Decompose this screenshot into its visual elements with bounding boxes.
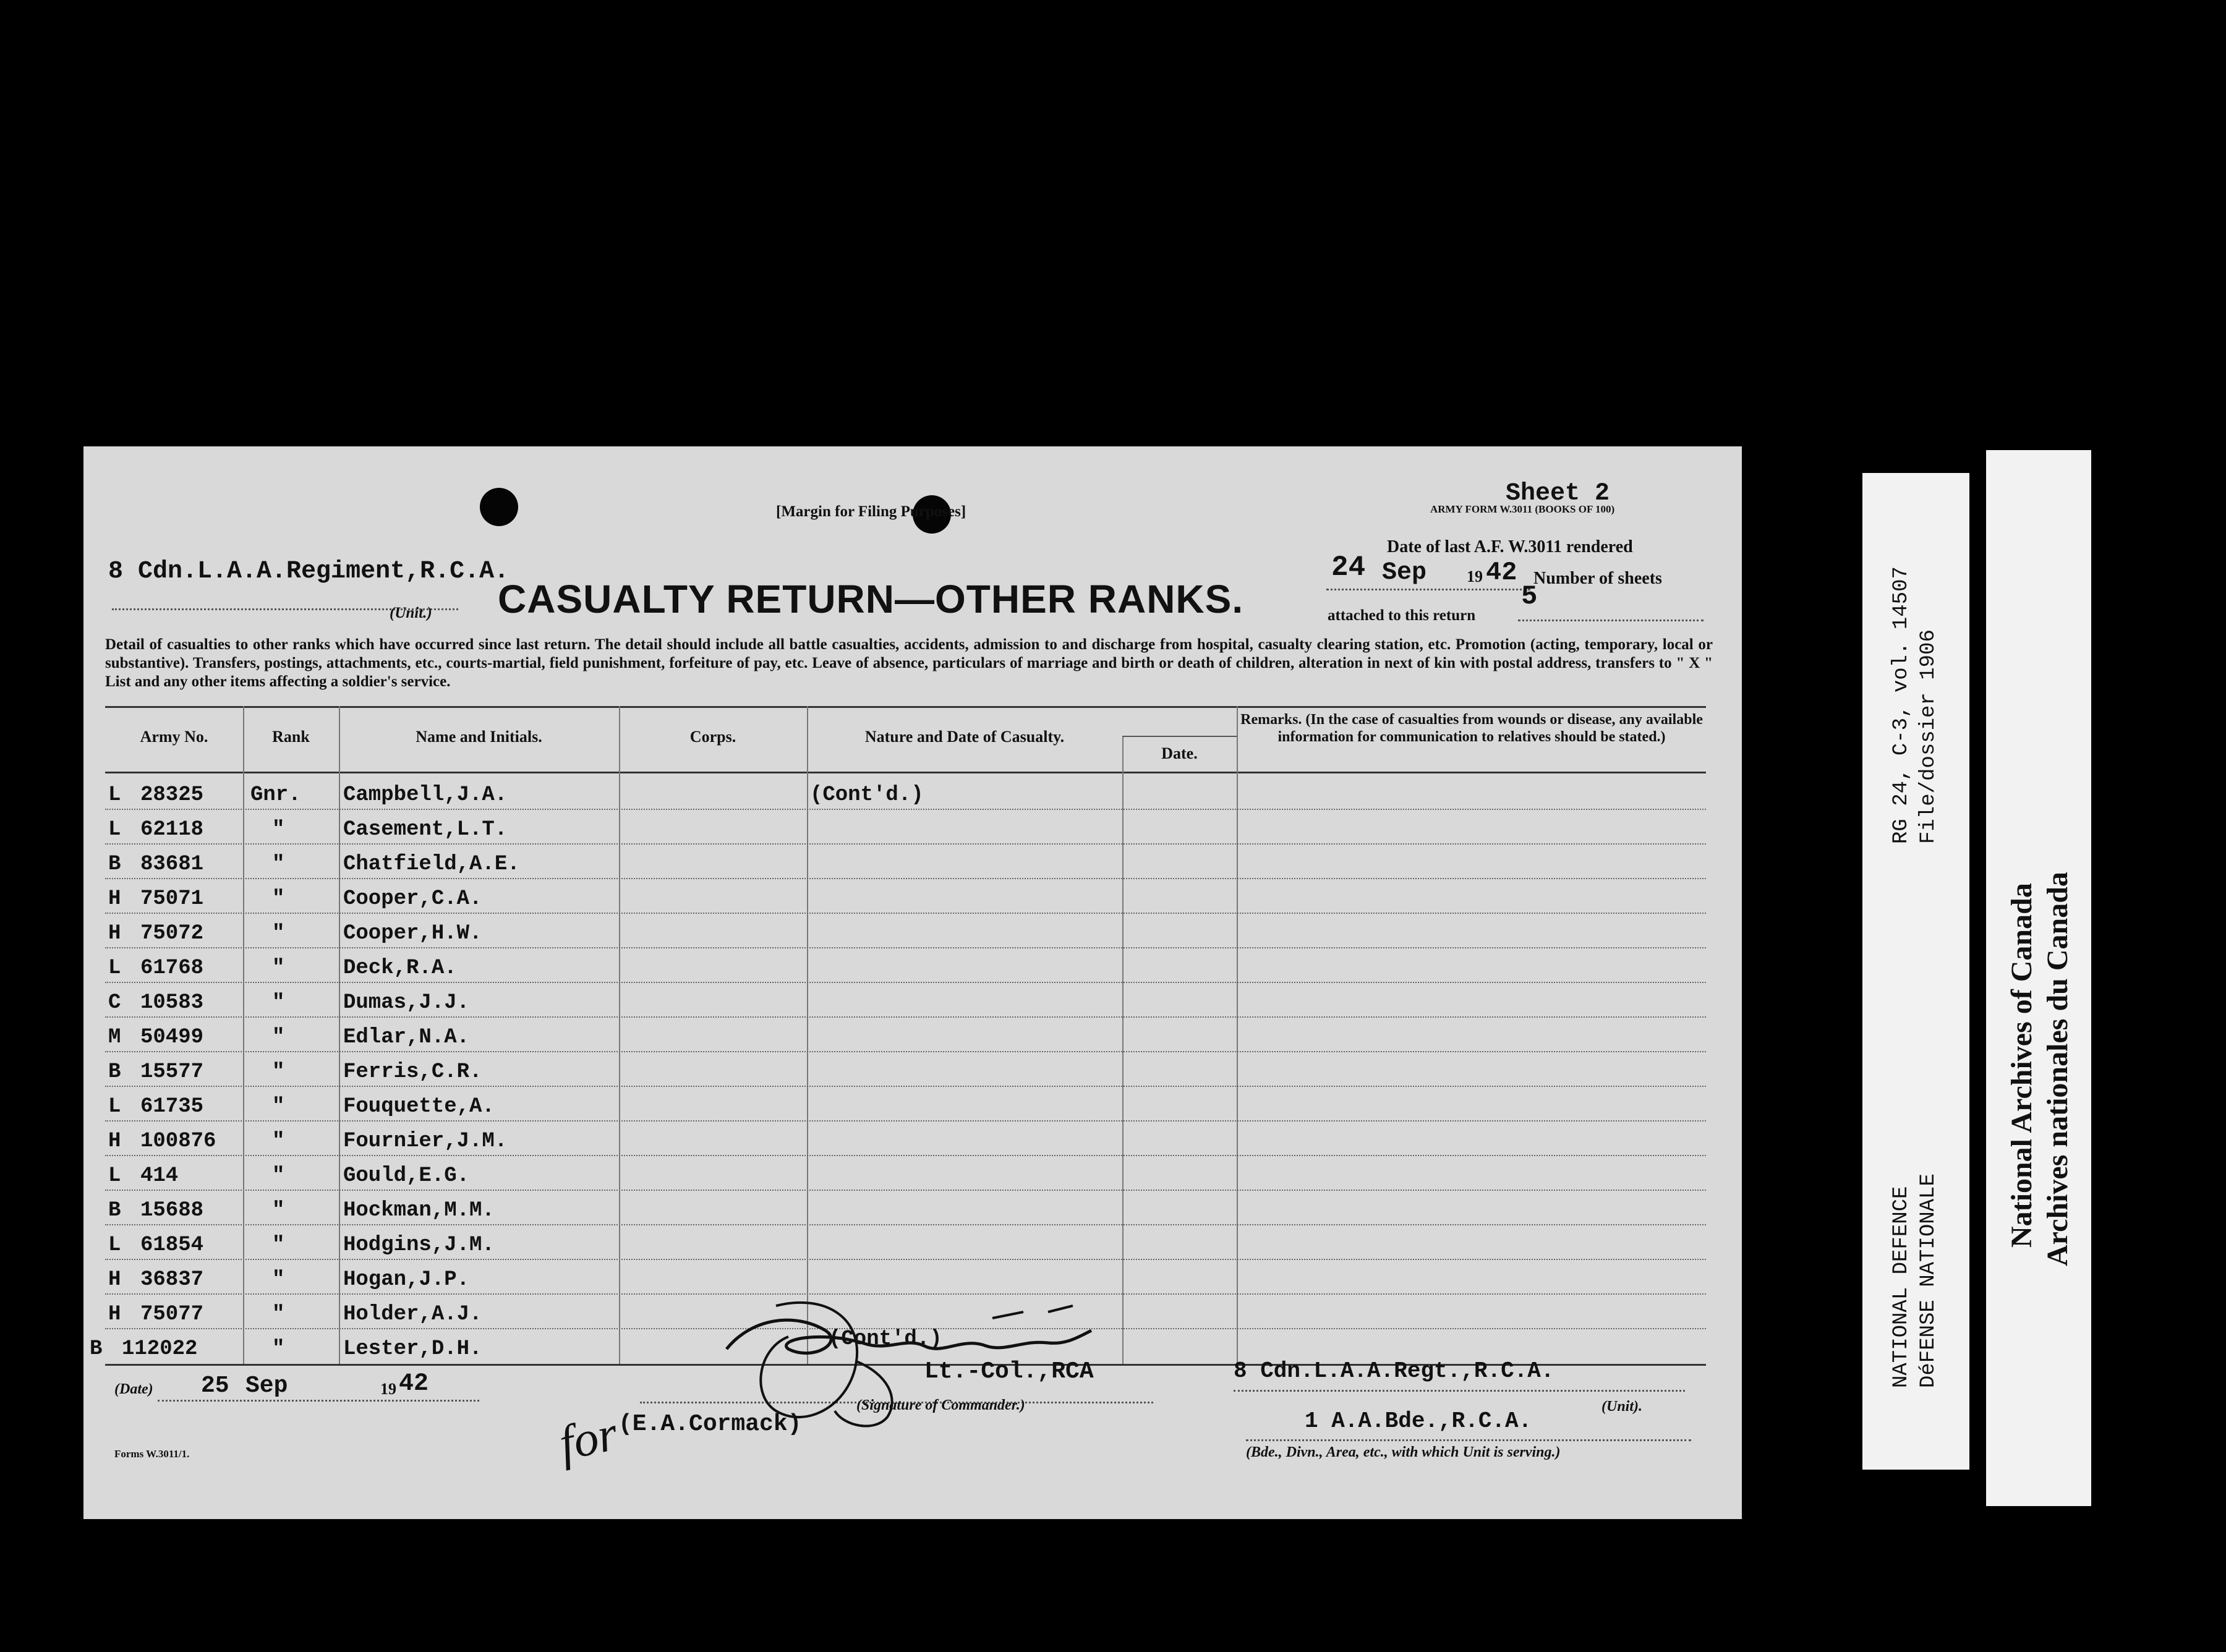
commander-name: (E.A.Cormack) [618,1411,802,1437]
army-no-prefix: M [108,1026,121,1049]
army-no-number: 50499 [140,1026,204,1049]
table-continuation [83,446,1742,1519]
for-handwritten: for [554,1406,623,1471]
header-remarks: Remarks. (In the case of casualties from wounds or disease, any available information for communication to relatives should be stated.) [1240,712,1703,745]
rank: " [272,991,285,1015]
unit-label: (Unit.) [390,605,432,621]
footer-date-day: 25 [201,1373,229,1399]
archive-reference: RG 24, C-3, vol. 14507 [1890,566,1913,844]
army-no-prefix: L [108,1164,121,1188]
name-initials: Fouquette,A. [343,1095,495,1118]
header-army-no: Army No. [140,728,208,746]
army-no-number: 61768 [140,956,204,980]
name-initials: Chatfield,A.E. [343,853,520,876]
name-initials: Fournier,J.M. [343,1130,508,1153]
num-sheets-label: Number of sheets [1533,569,1662,588]
archives-name-en: National Archives of Canada [2005,883,2038,1248]
footer-date-month: Sep [245,1373,288,1399]
form-title: CASUALTY RETURN—OTHER RANKS. [498,577,1244,621]
footer-unit-label: (Unit). [1601,1399,1642,1415]
footer-date-year-prefix: 19 [380,1380,396,1398]
rank: " [272,1164,285,1188]
army-no-prefix: B [108,1060,121,1084]
rank: " [272,1268,285,1292]
detail-instructions: Detail of casualties to other ranks which have occurred since last return. The detail should include all battle casualties, accidents, admission to and discharge from hospital, casualty clearing station, etc. Promotion (acting, temporary, local or substantive). Transfers, postings, attachments, etc., courts-martial, field punishment, forfeiture of pay, etc. Leave of absence, particulars of marriage and birth or death of children, alteration in next of kin with postal address, transfers to " X " List and any other items affecting a soldier's service. [105,636,1713,690]
header-date: Date. [1161,744,1198,762]
rank: " [272,1233,285,1257]
name-initials: Edlar,N.A. [343,1026,470,1049]
header-rank: Rank [272,728,310,746]
army-no-prefix: B [90,1337,103,1361]
footer-date-year-suffix: 42 [399,1370,429,1398]
rank: " [272,1199,285,1222]
signature-label: (Signature of Commander.) [856,1397,1025,1413]
rank: " [272,887,285,911]
rank: " [272,1337,285,1361]
nature-of-casualty: (Cont'd.) [810,783,924,807]
commander-rank: Lt.-Col.,RCA [924,1358,1094,1385]
rank: " [272,1130,285,1153]
footer-unit-dotted-line [1234,1390,1685,1392]
col-divider-6-cont [1237,1182,1238,1364]
footer-bde-label: (Bde., Divn., Area, etc., with which Unit is serving.) [1246,1444,1561,1460]
army-form-code: ARMY FORM W.3011 (BOOKS OF 100) [1430,503,1615,515]
name-initials: Holder,A.J. [343,1303,482,1326]
rank: " [272,922,285,945]
name-initials: Casement,L.T. [343,818,508,841]
footer-unit-value: 8 Cdn.L.A.A.Regt.,R.C.A. [1234,1358,1554,1384]
rank: " [272,1095,285,1118]
date-last-day: 24 [1331,551,1366,584]
header-nature: Nature and Date of Casualty. [864,728,1065,746]
footer-bde-dotted-line [1246,1439,1691,1441]
rank: " [272,956,285,980]
name-initials: Lester,D.H. [343,1337,482,1361]
date-last-year-suffix: 42 [1486,558,1517,587]
col-divider-1-cont [243,1182,244,1364]
archives-name-fr: Archives nationales du Canada [2041,872,2074,1266]
army-no-number: 75077 [140,1303,204,1326]
army-no-prefix: L [108,1095,121,1118]
attached-label: attached to this return [1328,607,1476,624]
archive-name-strip [1986,450,2091,1506]
footer-date-dotted-line [158,1400,479,1402]
rank: " [272,1060,285,1084]
date-last-label: Date of last A.F. W.3011 rendered [1387,537,1633,556]
name-initials: Hodgins,J.M. [343,1233,495,1257]
archive-dept-en: NATIONAL DEFENCE [1890,1186,1913,1388]
margin-note: [Margin for Filing Purposes] [776,503,966,520]
col-divider-5-cont [1122,1182,1124,1364]
footer-date-label: (Date) [114,1381,153,1397]
army-no-number: 75071 [140,887,204,911]
rank: " [272,818,285,841]
row-rule-13 [105,1224,1706,1225]
name-initials: Gould,E.G. [343,1164,470,1188]
army-no-number: 62118 [140,818,204,841]
army-no-number: 100876 [140,1130,216,1153]
army-no-number: 36837 [140,1268,204,1292]
army-no-number: 414 [140,1164,179,1188]
archive-dept-fr: DéFENSE NATIONALE [1917,1173,1940,1388]
army-no-prefix: H [108,1303,121,1326]
archive-reference-strip [1862,473,1969,1470]
commander-signature [702,1293,1098,1436]
army-no-number: 15688 [140,1199,204,1222]
name-initials: Deck,R.A. [343,956,457,980]
army-no-number: 83681 [140,853,204,876]
rank: " [272,853,285,876]
name-initials: Hockman,M.M. [343,1199,495,1222]
rank: " [272,1026,285,1049]
rank: Gnr. [250,783,301,807]
army-no-prefix: L [108,783,121,807]
army-no-number: 61735 [140,1095,204,1118]
name-initials: Cooper,H.W. [343,922,482,945]
army-no-prefix: H [108,922,121,945]
army-no-number: 28325 [140,783,204,807]
name-initials: Dumas,J.J. [343,991,470,1015]
sheet-number: Sheet 2 [1506,480,1610,508]
army-no-number: 75072 [140,922,204,945]
army-no-prefix: L [108,818,121,841]
army-no-number: 112022 [122,1337,198,1361]
name-initials: Hogan,J.P. [343,1268,470,1292]
army-no-number: 61854 [140,1233,204,1257]
forms-code: Forms W.3011/1. [114,1448,190,1460]
name-initials: Campbell,J.A. [343,783,508,807]
army-no-number: 10583 [140,991,204,1015]
col-divider-3-cont [619,1182,620,1364]
army-no-prefix: H [108,1268,121,1292]
army-no-number: 15577 [140,1060,204,1084]
col-divider-2-cont [339,1182,340,1364]
date-last-month: Sep [1382,559,1427,587]
rank: " [272,1303,285,1326]
row-rule-12 [105,1190,1706,1191]
archive-file: File/dossier 1906 [1917,629,1940,844]
name-initials: Cooper,C.A. [343,887,482,911]
header-name: Name and Initials. [416,728,542,746]
army-no-prefix: B [108,853,121,876]
name-initials: Ferris,C.R. [343,1060,482,1084]
header-corps: Corps. [689,728,736,746]
army-no-prefix: B [108,1199,121,1222]
date-last-year-prefix: 19 [1467,568,1483,585]
nature-of-casualty: (Cont'd.) [829,1327,942,1351]
army-no-prefix: L [108,1233,121,1257]
army-no-prefix: H [108,887,121,911]
footer-bde-value: 1 A.A.Bde.,R.C.A. [1305,1408,1532,1434]
army-no-prefix: L [108,956,121,980]
army-no-prefix: C [108,991,121,1015]
unit-value: 8 Cdn.L.A.A.Regiment,R.C.A. [108,558,510,585]
num-sheets-value: 5 [1521,581,1538,612]
row-rule-14 [105,1259,1706,1260]
army-no-prefix: H [108,1130,121,1153]
